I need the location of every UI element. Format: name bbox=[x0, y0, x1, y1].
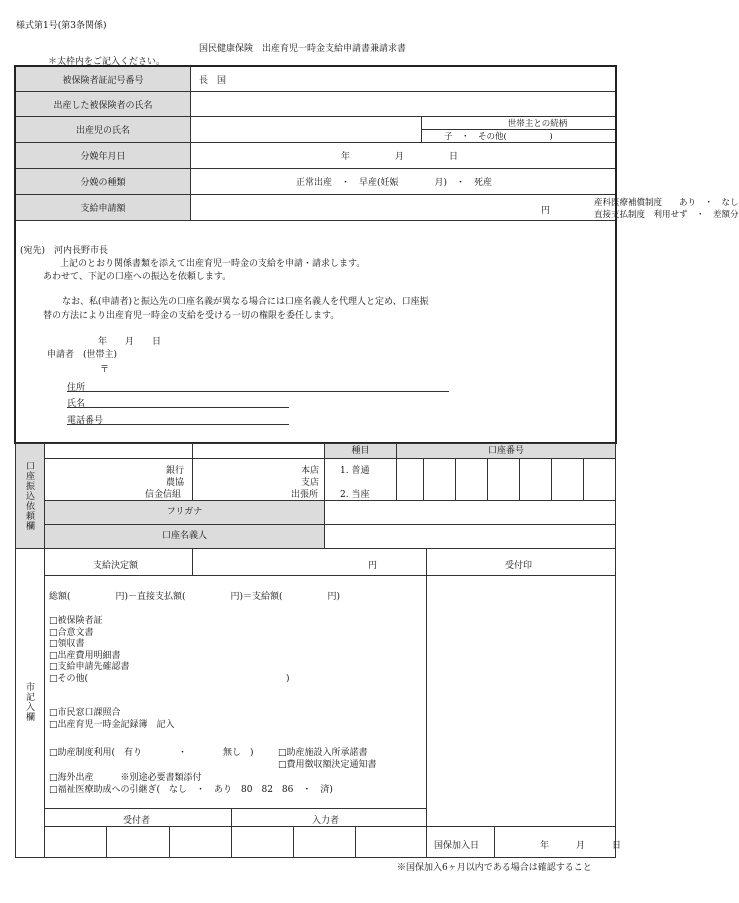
bank-section bbox=[15, 443, 616, 549]
head-office-label: 本店 bbox=[301, 466, 320, 476]
address-label: 住所 bbox=[67, 383, 86, 393]
digit-divider-1 bbox=[423, 458, 424, 500]
reception-stamp-label: 受付印 bbox=[505, 561, 533, 571]
bank-side-label: 口座振込依頼欄 bbox=[24, 461, 34, 531]
bank-col-1 bbox=[192, 444, 193, 500]
join-date-value[interactable]: 年 月 日 bbox=[540, 841, 622, 851]
checkbox-payee-confirmation[interactable]: □支給申請先確認書 bbox=[49, 662, 130, 672]
relation-options[interactable]: 子 ・ その他( ) bbox=[422, 130, 617, 143]
input-label: 入力者 bbox=[312, 816, 340, 826]
declaration-line-2: あわせて、下記の口座への振込を依頼します。 bbox=[43, 272, 232, 282]
join-date-top bbox=[426, 826, 615, 827]
office-side-label: 市記入欄 bbox=[24, 682, 34, 722]
address-line[interactable] bbox=[67, 391, 449, 392]
child-name-field[interactable] bbox=[191, 117, 422, 143]
claim-amount-label: 支給申請額 bbox=[16, 195, 191, 221]
credit-union-label: 信金信組 bbox=[145, 490, 182, 500]
join-date-divider bbox=[494, 826, 495, 857]
holder-label: 口座名義人 bbox=[45, 525, 324, 548]
holder-field[interactable] bbox=[325, 525, 615, 548]
account-number-header: 口座番号 bbox=[397, 444, 615, 458]
claim-amount-field[interactable] bbox=[191, 195, 739, 221]
delivery-type-field[interactable] bbox=[191, 169, 617, 195]
input-cell-1 bbox=[293, 826, 294, 857]
office-section bbox=[15, 548, 622, 858]
branch-label: 支店 bbox=[301, 478, 320, 488]
receiver-cell-1 bbox=[106, 826, 107, 857]
child-name-label: 出産児の氏名 bbox=[16, 117, 191, 143]
application-date[interactable]: 年 月 日 bbox=[98, 337, 162, 347]
direct-payment-option: 直接支払制度 利用せず ・ 差額分 bbox=[594, 210, 739, 220]
form-title: 国民健康保険 出産育児一時金支給申請書兼請求書 bbox=[199, 44, 407, 54]
relation-label: 世帯主との続柄 bbox=[422, 117, 617, 130]
proxy-clause-line-1: なお、私(申請者)と振込先の口座名義が異なる場合には口座名義人を代理人と定め、口座振 bbox=[62, 297, 429, 307]
decision-amount-label: 支給決定額 bbox=[93, 561, 139, 571]
insured-name-field[interactable] bbox=[191, 92, 617, 117]
bank-header-line bbox=[44, 458, 615, 459]
declaration-line-1: 上記のとおり関係書類を添えて出産育児一時金の支給を申請・請求します。 bbox=[60, 259, 366, 269]
receiver-cell-2 bbox=[169, 826, 170, 857]
postal-mark: 〒 bbox=[100, 365, 110, 375]
birth-date-label: 分娩年月日 bbox=[16, 143, 191, 169]
amount-formula: 総額( 円)－直接支払額( 円)＝支給額( 円) bbox=[49, 592, 341, 602]
addressee: (宛先) 河内長野市長 bbox=[20, 246, 109, 256]
checkbox-overseas-birth[interactable]: □海外出産 ※別途必要書類添付 bbox=[49, 773, 202, 783]
delivery-type-label: 分娩の種類 bbox=[16, 169, 191, 195]
bottom-grid-top bbox=[44, 808, 426, 809]
input-cell-2 bbox=[355, 826, 356, 857]
form-number: 様式第1号(第3条関係) bbox=[16, 21, 107, 31]
receiver-input-divider bbox=[231, 808, 232, 857]
applicant-label: 申請者 (世帯主) bbox=[47, 350, 118, 360]
footer-note: ※国保加入6ヶ月以内である場合は確認すること bbox=[397, 863, 592, 873]
checkbox-agreement[interactable]: □合意文書 bbox=[49, 627, 94, 638]
declaration-section bbox=[15, 230, 616, 443]
checkbox-insurance-card[interactable]: □被保険者証 bbox=[49, 616, 103, 626]
receiver-label: 受付者 bbox=[123, 816, 151, 826]
checkbox-civic-window[interactable]: □市民窓口課照合 bbox=[49, 708, 121, 718]
phone-label: 電話番号 bbox=[67, 416, 104, 426]
claim-amount-unit: 円 bbox=[541, 206, 551, 216]
delivery-type-options: 正常出産 ・ 早産(妊娠 月) ・ 死産 bbox=[296, 178, 493, 188]
agri-coop-label: 農協 bbox=[166, 478, 185, 488]
office-checklist bbox=[49, 708, 175, 731]
checkbox-other[interactable]: □その他( ) bbox=[49, 673, 290, 684]
furigana-field[interactable] bbox=[325, 501, 615, 524]
checkbox-midwife-system[interactable]: □助産制度利用( 有り ・ 無し ) bbox=[49, 748, 254, 758]
digit-divider-6 bbox=[583, 458, 584, 500]
checkbox-cost-statement[interactable]: □出産費用明細書 bbox=[49, 650, 121, 661]
bottom-grid-mid bbox=[44, 826, 426, 827]
decision-bottom-line bbox=[44, 575, 615, 576]
account-type-checking[interactable]: 2. 当座 bbox=[340, 490, 370, 500]
checkbox-facility-consent[interactable]: □助産施設入所承諾書 bbox=[278, 748, 368, 758]
bank-label: 銀行 bbox=[166, 466, 185, 476]
digit-divider-5 bbox=[551, 458, 552, 500]
checkbox-welfare-transfer[interactable]: □福祉医療助成への引継ぎ( なし ・ あり 80 82 86 ・ 済) bbox=[49, 785, 333, 795]
account-type-ordinary[interactable]: 1. 普通 bbox=[340, 466, 370, 476]
checkbox-fee-notice[interactable]: □費用徴収額決定通知書 bbox=[278, 760, 377, 770]
instruction-note: ＊太枠内をご記入ください。 bbox=[48, 57, 166, 67]
proxy-clause-line-2: 替の方法により出産育児一時金の支給を受ける一切の権限を委任します。 bbox=[43, 311, 340, 321]
birth-date-field[interactable] bbox=[191, 143, 617, 169]
insurance-number-field[interactable]: 長 国 bbox=[191, 67, 617, 92]
phone-line[interactable] bbox=[67, 424, 289, 425]
insured-name-label: 出産した被保険者の氏名 bbox=[16, 92, 191, 117]
insurance-number-label: 被保険者証記号番号 bbox=[16, 67, 191, 92]
decision-col bbox=[192, 549, 193, 575]
name-label: 氏名 bbox=[67, 399, 86, 409]
stamp-col bbox=[426, 549, 427, 857]
digit-divider-4 bbox=[519, 458, 520, 500]
digit-divider-3 bbox=[487, 458, 488, 500]
account-type-header: 種目 bbox=[325, 444, 396, 458]
document-checklist bbox=[49, 616, 290, 685]
obstetric-compensation-option: 産科医療補償制度 あり ・ なし bbox=[594, 198, 739, 208]
decision-yen: 円 bbox=[368, 561, 378, 571]
checkbox-ledger-entry[interactable]: □出産育児一時金記録簿 記入 bbox=[49, 719, 175, 730]
join-date-label: 国保加入日 bbox=[434, 841, 480, 851]
name-line[interactable] bbox=[67, 407, 289, 408]
office-divider bbox=[44, 549, 45, 857]
digit-divider-2 bbox=[455, 458, 456, 500]
birth-date-value: 年 月 日 bbox=[341, 152, 459, 162]
checkbox-receipt[interactable]: □領収書 bbox=[49, 639, 85, 649]
furigana-label: フリガナ bbox=[45, 501, 324, 524]
applicant-table bbox=[15, 66, 739, 221]
sub-branch-label: 出張所 bbox=[291, 490, 319, 500]
